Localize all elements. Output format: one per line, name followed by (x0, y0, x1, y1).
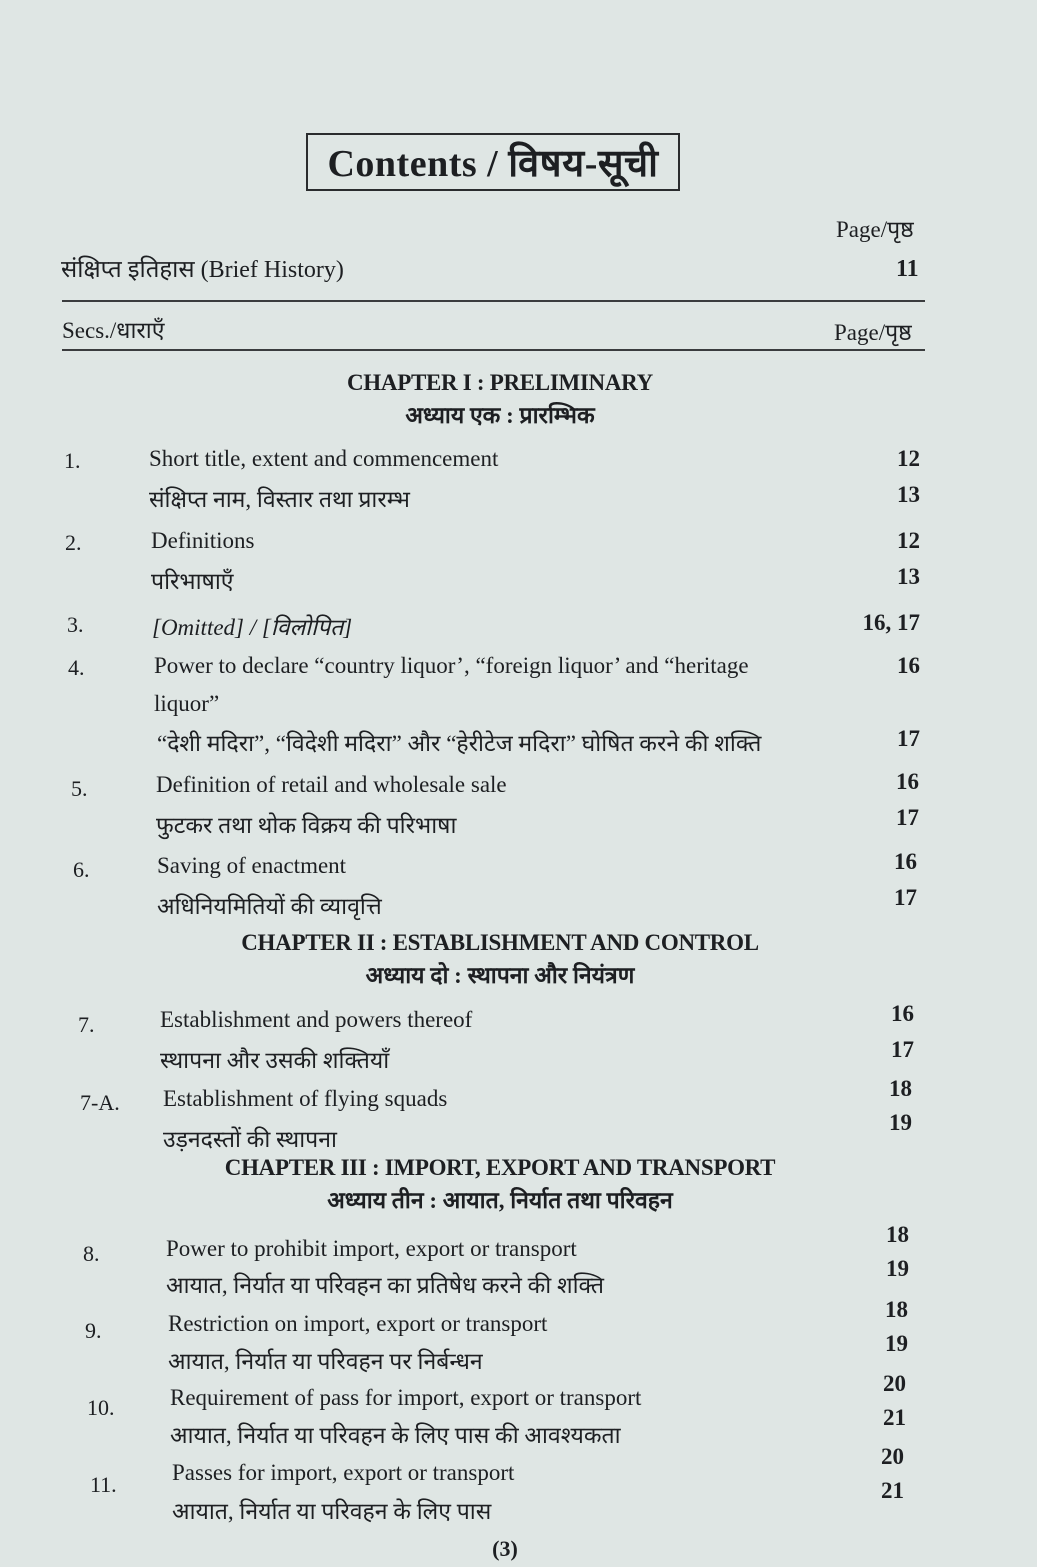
section-page-hi: 17 (897, 726, 920, 751)
section-title-hi: आयात, निर्यात या परिवहन पर निर्बन्धन (168, 1349, 483, 1374)
section-title-hi: संक्षिप्त नाम, विस्तार तथा प्रारम्भ (149, 487, 410, 512)
section-title-en: Power to prohibit import, export or transport (166, 1236, 577, 1261)
section-title-en: [Omitted] / [विलोपित] (152, 615, 353, 640)
section-page-en: 12 (897, 446, 920, 471)
section-page-en: 18 (889, 1076, 912, 1101)
section-title-en: Passes for import, export or transport (172, 1460, 515, 1485)
section-title-hi: अधिनियमितियों की व्यावृत्ति (157, 894, 382, 919)
section-page-en: 16 (897, 653, 920, 678)
section-page-en: 18 (885, 1297, 908, 1322)
section-number: 5. (71, 776, 88, 801)
section-page-hi: 17 (894, 885, 917, 910)
section-page-en: 16 (894, 849, 917, 874)
section-number: 8. (83, 1241, 100, 1266)
chapter-title-hi: अध्याय एक : प्रारम्भिक (405, 403, 595, 428)
chapter-title-en: CHAPTER II : ESTABLISHMENT AND CONTROL (241, 930, 759, 955)
section-page-hi: 19 (889, 1110, 912, 1135)
section-title-en: Definition of retail and wholesale sale (156, 772, 507, 797)
section-number: 2. (65, 530, 82, 555)
section-page-hi: 13 (897, 482, 920, 507)
section-title-hi: स्थापना और उसकी शक्तियाँ (160, 1048, 390, 1073)
section-title-en: Restriction on import, export or transport (168, 1311, 548, 1336)
brief-history-page: 11 (896, 256, 919, 282)
section-number: 11. (90, 1472, 117, 1497)
page-title: Contents / विषय-सूची (327, 143, 659, 185)
section-page-en: 20 (881, 1444, 904, 1469)
section-title-en-continued: liquor” (154, 691, 220, 716)
section-title-en: Establishment of flying squads (163, 1086, 448, 1111)
section-page-en: 16 (896, 769, 919, 794)
section-number: 1. (64, 448, 81, 473)
section-page-en: 18 (886, 1222, 909, 1247)
section-page-en: 20 (883, 1371, 906, 1396)
section-number: 9. (85, 1318, 102, 1343)
secs-column-label: Secs./धाराएँ (62, 318, 165, 343)
page-column-label-2: Page/पृष्ठ (834, 320, 912, 345)
section-page-en: 16, 17 (862, 610, 920, 635)
section-title-en: Power to declare “country liquor’, “foreign liquor’ and “heritage (154, 653, 749, 678)
section-page-hi: 19 (886, 1256, 909, 1281)
section-number: 7-A. (80, 1090, 120, 1115)
section-page-hi: 17 (896, 805, 919, 830)
section-number: 6. (73, 857, 90, 882)
section-number: 4. (68, 655, 85, 680)
brief-history-label: संक्षिप्त इतिहास (Brief History) (61, 257, 344, 283)
section-number: 3. (67, 612, 84, 637)
section-title-en: Short title, extent and commencement (149, 446, 499, 471)
header-rule-top (62, 300, 925, 302)
section-title-en: Saving of enactment (157, 853, 347, 878)
section-title-hi: आयात, निर्यात या परिवहन के लिए पास (172, 1499, 492, 1524)
chapter-title-hi: अध्याय दो : स्थापना और नियंत्रण (365, 963, 635, 988)
header-rule-bottom (62, 349, 925, 351)
section-title-hi: “देशी मदिरा”, “विदेशी मदिरा” और “हेरीटेज मदिरा” घोषित करने की शक्ति (157, 731, 762, 756)
section-number: 7. (78, 1012, 95, 1037)
section-title-en: Definitions (151, 528, 255, 553)
section-page-hi: 19 (885, 1331, 908, 1356)
section-page-hi: 21 (881, 1478, 904, 1503)
section-title-hi: फुटकर तथा थोक विक्रय की परिभाषा (156, 813, 457, 838)
chapter-title-hi: अध्याय तीन : आयात, निर्यात तथा परिवहन (327, 1188, 673, 1213)
section-title-hi: आयात, निर्यात या परिवहन का प्रतिषेध करने की शक्ति (166, 1273, 604, 1298)
section-number: 10. (87, 1395, 115, 1420)
section-title-en: Establishment and powers thereof (160, 1007, 473, 1032)
section-page-hi: 13 (897, 564, 920, 589)
chapter-heading (0, 930, 1000, 990)
section-page-en: 16 (891, 1001, 914, 1026)
page-number: (3) (492, 1536, 518, 1561)
page-column-label: Page/पृष्ठ (836, 217, 914, 242)
chapter-heading (0, 370, 1000, 430)
section-page-hi: 21 (883, 1405, 906, 1430)
chapter-heading (0, 1155, 1000, 1215)
contents-title-box (306, 133, 680, 191)
section-title-hi: उड़नदस्तों की स्थापना (163, 1127, 337, 1152)
section-page-hi: 17 (891, 1037, 914, 1062)
chapter-title-en: CHAPTER III : IMPORT, EXPORT AND TRANSPORT (224, 1155, 776, 1180)
section-title-hi: आयात, निर्यात या परिवहन के लिए पास की आवश्यकता (170, 1423, 621, 1448)
chapter-title-en: CHAPTER I : PRELIMINARY (347, 370, 653, 395)
section-title-hi: परिभाषाएँ (151, 569, 234, 594)
section-page-en: 12 (897, 528, 920, 553)
section-title-en: Requirement of pass for import, export or transport (170, 1385, 642, 1410)
